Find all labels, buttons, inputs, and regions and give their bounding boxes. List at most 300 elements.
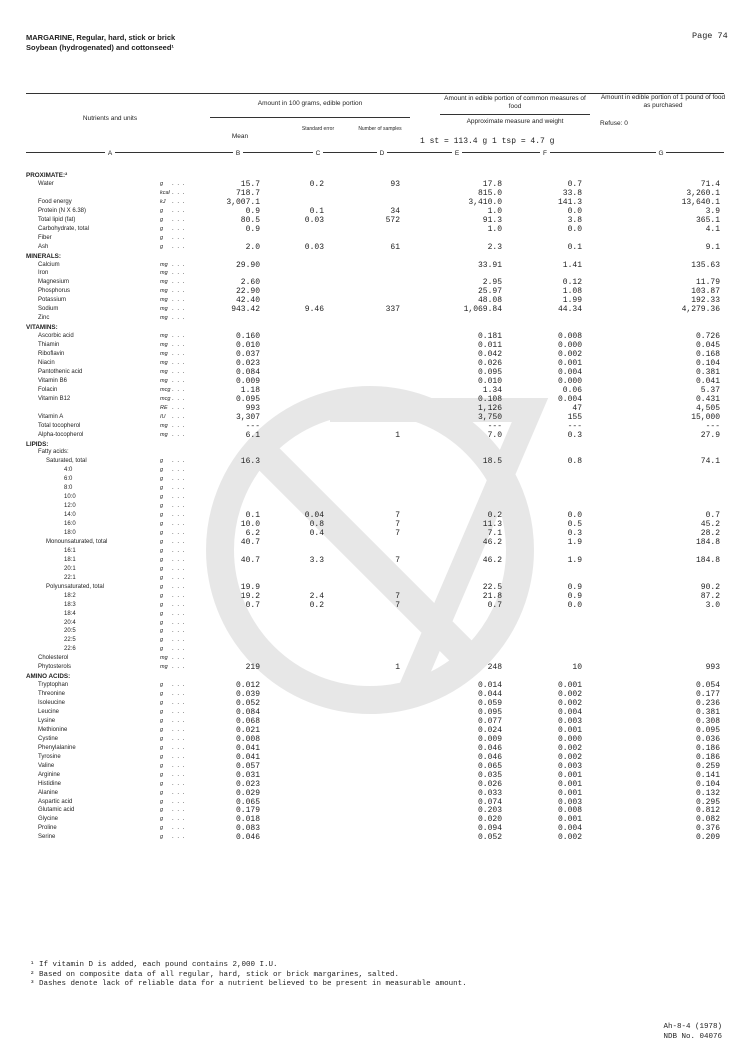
value-mean: 15.7 <box>240 179 260 189</box>
leader-dots: . . . <box>172 315 186 322</box>
unit-label: g <box>160 494 164 501</box>
col-letter-e: E <box>452 150 462 158</box>
value-n-samples: 7 <box>395 520 400 530</box>
value-common-measure: 0.014 <box>477 681 502 691</box>
nutrient-label: Total tocopherol <box>38 422 81 429</box>
table-row <box>0 627 748 636</box>
value-std-error: 0.8 <box>309 520 324 530</box>
value-std-error: 0.03 <box>304 215 324 225</box>
unit-label: g <box>160 619 164 626</box>
value-per-pound: 0.381 <box>695 708 720 717</box>
value-mean: 0.041 <box>235 752 260 762</box>
leader-dots: . . . <box>172 458 186 465</box>
value-per-pound: 0.082 <box>695 815 720 825</box>
unit-label: mg <box>160 422 168 429</box>
value-mean: 718.7 <box>235 188 260 198</box>
nutrient-label: Polyunsaturated, total <box>46 583 105 590</box>
unit-label: g <box>160 691 164 698</box>
table-row <box>0 493 748 502</box>
value-per-pound: 0.209 <box>695 833 720 843</box>
value-common-measure: 0.052 <box>477 833 502 843</box>
header-standard-error: Standard error <box>301 126 335 132</box>
leader-dots: . . . <box>172 592 186 599</box>
nutrient-label: MINERALS: <box>26 252 61 260</box>
value-common-measure: 0.044 <box>477 690 502 700</box>
unit-label: g <box>160 610 164 617</box>
footer-ndb-number: NDB No. 04076 <box>663 1033 722 1041</box>
table-row <box>0 475 748 484</box>
table-row <box>0 296 748 305</box>
value-n-samples: 572 <box>385 215 400 225</box>
value-mean: 993 <box>245 403 260 413</box>
table-row <box>0 377 748 386</box>
value-tsp-measure: 0.004 <box>557 367 582 377</box>
nutrient-label: 8:0 <box>64 485 73 492</box>
leader-dots: . . . <box>172 682 186 689</box>
value-common-measure: 0.011 <box>477 341 502 351</box>
table-row <box>0 815 748 824</box>
value-n-samples: 337 <box>385 305 400 315</box>
value-per-pound: 71.4 <box>700 179 720 189</box>
leader-dots: . . . <box>172 377 186 384</box>
value-per-pound: 0.726 <box>695 332 720 342</box>
value-n-samples: 7 <box>395 555 400 565</box>
table-row <box>0 789 748 798</box>
value-n-samples: 61 <box>390 242 400 252</box>
value-tsp-measure: 0.1 <box>567 242 582 252</box>
value-mean: 0.9 <box>245 206 260 216</box>
value-per-pound: 4,279.36 <box>681 305 720 315</box>
nutrient-label: Fiber <box>38 234 52 241</box>
value-n-samples: 1 <box>395 663 400 673</box>
leader-dots: . . . <box>172 726 186 733</box>
value-tsp-measure: 0.001 <box>557 725 582 735</box>
value-n-samples: 7 <box>395 600 400 610</box>
unit-label: mg <box>160 431 168 438</box>
table-row <box>0 278 748 287</box>
leader-dots: . . . <box>172 431 186 438</box>
value-per-pound: 0.381 <box>695 367 720 377</box>
header-measure-weights: 1 st = 113.4 g 1 tsp = 4.7 g <box>420 137 555 146</box>
nutrient-label: Tryptophan <box>38 682 69 689</box>
leader-dots: . . . <box>172 735 186 742</box>
value-common-measure: 0.009 <box>477 734 502 744</box>
value-mean: 0.031 <box>235 770 260 780</box>
nutrient-label: 16:0 <box>64 521 76 528</box>
table-row <box>0 601 748 610</box>
nutrient-label: Folacin <box>38 386 58 393</box>
leader-dots: . . . <box>172 243 186 250</box>
value-per-pound: 3.9 <box>705 206 720 216</box>
unit-label: g <box>160 807 164 814</box>
leader-dots: . . . <box>172 521 186 528</box>
table-row <box>0 726 748 735</box>
value-mean: 0.018 <box>235 815 260 825</box>
value-common-measure: 1.0 <box>487 206 502 216</box>
nutrient-label: 18:3 <box>64 601 76 608</box>
col-letter-b: B <box>233 150 243 158</box>
nutrient-label: Phosphorus <box>38 288 71 295</box>
value-common-measure: 33.91 <box>477 260 502 270</box>
unit-label: g <box>160 583 164 590</box>
leader-dots: . . . <box>172 180 186 187</box>
value-per-pound: 0.295 <box>695 797 720 807</box>
nutrient-label: 14:0 <box>64 512 76 519</box>
value-common-measure: 0.065 <box>477 761 502 771</box>
value-per-pound: 103.87 <box>691 287 720 297</box>
leader-dots: . . . <box>172 771 186 778</box>
nutrient-label: Glycine <box>38 816 59 823</box>
unit-label: mg <box>160 270 168 277</box>
unit-label: mg <box>160 351 168 357</box>
table-row <box>0 798 748 807</box>
value-n-samples: 1 <box>395 430 400 440</box>
value-common-measure: 3,410.0 <box>468 197 502 207</box>
value-per-pound: 0.177 <box>695 690 720 700</box>
nutrient-label: Saturated, total <box>46 458 87 465</box>
table-row <box>0 350 748 359</box>
nutrient-label: 12:0 <box>64 503 76 510</box>
value-common-measure: 0.059 <box>477 699 502 709</box>
unit-label: g <box>160 512 164 519</box>
leader-dots: . . . <box>172 333 186 340</box>
value-tsp-measure: 0.002 <box>557 699 582 709</box>
header-common-measures: Amount in edible portion of common measures of food <box>444 95 586 110</box>
value-tsp-measure: --- <box>567 421 582 431</box>
value-tsp-measure: 0.001 <box>557 788 582 798</box>
value-mean: 19.9 <box>240 582 260 592</box>
value-mean: 0.037 <box>235 350 260 359</box>
nutrient-label: Sodium <box>38 306 59 313</box>
nutrient-label: Pantothenic acid <box>38 368 83 375</box>
value-per-pound: 0.308 <box>695 716 720 726</box>
table-row <box>0 261 748 270</box>
unit-label: g <box>160 780 164 787</box>
leader-dots: . . . <box>172 610 186 617</box>
nutrient-label: 20:4 <box>64 619 76 626</box>
nutrient-label: Alpha-tocopherol <box>38 431 84 438</box>
leader-dots: . . . <box>172 485 186 492</box>
leader-dots: . . . <box>172 601 186 608</box>
table-row <box>0 511 748 520</box>
nutrient-label: Isoleucine <box>38 700 66 707</box>
value-common-measure: 0.108 <box>477 394 502 404</box>
table-row <box>0 180 748 189</box>
nutrient-label: 4:0 <box>64 467 73 474</box>
value-mean: 0.160 <box>235 332 260 342</box>
header-rule-100g <box>210 117 410 118</box>
table-row <box>0 269 748 278</box>
table-row <box>0 699 748 708</box>
unit-label: mg <box>160 333 168 340</box>
value-tsp-measure: 0.12 <box>562 278 582 288</box>
value-per-pound: 0.104 <box>695 358 720 368</box>
unit-label: g <box>160 243 164 250</box>
value-std-error: 0.03 <box>304 242 324 252</box>
table-row <box>0 583 748 592</box>
table-row <box>0 645 748 654</box>
table-row <box>0 305 748 314</box>
leader-dots: . . . <box>172 538 186 545</box>
value-common-measure: 815.0 <box>477 188 502 198</box>
col-letter-a: A <box>105 150 115 158</box>
nutrient-label: Total lipid (fat) <box>38 216 76 223</box>
unit-label: g <box>160 646 164 653</box>
value-tsp-measure: 0.003 <box>557 797 582 807</box>
value-tsp-measure: 0.002 <box>557 752 582 762</box>
leader-dots: . . . <box>172 556 186 563</box>
value-common-measure: 0.033 <box>477 788 502 798</box>
leader-dots: . . . <box>172 655 186 662</box>
value-tsp-measure: 0.003 <box>557 716 582 726</box>
table-row <box>0 753 748 762</box>
value-per-pound: 11.79 <box>695 278 720 288</box>
value-per-pound: 0.376 <box>695 824 720 834</box>
leader-dots: . . . <box>172 386 186 393</box>
table-row <box>0 287 748 296</box>
value-std-error: 0.2 <box>309 600 324 610</box>
value-mean: 29.90 <box>235 260 260 270</box>
leader-dots: . . . <box>172 780 186 787</box>
nutrient-label: 20:5 <box>64 628 76 635</box>
nutrient-label: Zinc <box>38 315 50 322</box>
table-row <box>0 708 748 717</box>
value-per-pound: 0.041 <box>695 376 720 386</box>
nutrient-label: 16:1 <box>64 547 76 554</box>
value-per-pound: 27.9 <box>700 430 720 440</box>
unit-label: g <box>160 538 164 545</box>
leader-dots: . . . <box>172 270 186 277</box>
value-per-pound: 0.104 <box>695 779 720 789</box>
unit-label: g <box>160 816 164 823</box>
value-common-measure: 0.2 <box>487 511 502 521</box>
value-per-pound: 184.8 <box>695 537 720 547</box>
unit-label: mg <box>160 359 168 366</box>
value-per-pound: 4.1 <box>705 224 720 234</box>
table-row <box>0 189 748 198</box>
leader-dots: . . . <box>172 700 186 707</box>
value-common-measure: 1,069.84 <box>463 305 502 315</box>
unit-label: mg <box>160 664 168 671</box>
leader-dots: . . . <box>172 691 186 698</box>
leader-dots: . . . <box>172 619 186 626</box>
leader-dots: . . . <box>172 261 186 268</box>
table-row <box>0 538 748 547</box>
unit-label: g <box>160 485 164 492</box>
value-mean: 0.023 <box>235 358 260 368</box>
table-row <box>0 771 748 780</box>
table-row <box>0 359 748 368</box>
value-per-pound: 0.141 <box>695 770 720 780</box>
table-row <box>0 574 748 583</box>
value-mean: 19.2 <box>240 591 260 601</box>
value-common-measure: 0.046 <box>477 743 502 753</box>
leader-dots: . . . <box>172 476 186 483</box>
unit-label: g <box>160 735 164 742</box>
nutrient-label: Calcium <box>38 261 60 268</box>
unit-label: g <box>160 592 164 599</box>
unit-label: g <box>160 216 164 223</box>
nutrient-label: Glutamic acid <box>38 807 75 814</box>
unit-label: g <box>160 530 164 536</box>
nutrient-label: 6:0 <box>64 476 73 483</box>
nutrient-label: LIPIDS: <box>26 440 49 448</box>
value-tsp-measure: 0.5 <box>567 520 582 530</box>
table-row <box>0 457 748 466</box>
leader-dots: . . . <box>172 637 186 644</box>
value-tsp-measure: 1.9 <box>567 555 582 565</box>
value-common-measure: 2.95 <box>482 278 502 288</box>
table-row <box>0 610 748 619</box>
leader-dots: . . . <box>172 279 186 286</box>
value-mean: 0.021 <box>235 725 260 735</box>
value-tsp-measure: 141.3 <box>557 197 582 207</box>
value-tsp-measure: 0.001 <box>557 358 582 368</box>
value-n-samples: 7 <box>395 529 400 538</box>
table-row <box>0 484 748 493</box>
value-per-pound: 192.33 <box>691 296 720 306</box>
nutrient-label: Tyrosine <box>38 753 61 760</box>
table-row <box>0 762 748 771</box>
unit-label: g <box>160 521 164 528</box>
leader-dots: . . . <box>172 225 186 232</box>
leader-dots: . . . <box>172 234 186 241</box>
nutrient-label: Ash <box>38 243 49 250</box>
unit-label: mg <box>160 655 168 662</box>
value-tsp-measure: 0.004 <box>557 824 582 834</box>
value-mean: 42.40 <box>235 296 260 306</box>
value-per-pound: 15,000 <box>691 412 720 422</box>
value-mean: 3,007.1 <box>226 197 260 207</box>
table-row <box>0 780 748 789</box>
value-tsp-measure: 0.003 <box>557 761 582 771</box>
value-common-measure: 0.094 <box>477 824 502 834</box>
leader-dots: . . . <box>172 512 186 519</box>
value-common-measure: 0.077 <box>477 716 502 726</box>
value-common-measure: 21.8 <box>482 591 502 601</box>
table-row <box>0 198 748 207</box>
nutrient-label: Leucine <box>38 709 60 715</box>
nutrient-label: Vitamin B6 <box>38 377 67 384</box>
value-per-pound: 28.2 <box>700 529 720 538</box>
unit-label: kJ <box>160 198 166 205</box>
value-mean: 219 <box>245 663 260 673</box>
value-common-measure: 18.5 <box>482 457 502 467</box>
table-row <box>0 216 748 225</box>
unit-label: g <box>160 556 164 563</box>
table-row <box>0 654 748 663</box>
unit-label: g <box>160 476 164 483</box>
value-mean: 0.008 <box>235 734 260 744</box>
leader-dots: . . . <box>172 422 186 429</box>
value-common-measure: 17.8 <box>482 179 502 189</box>
value-common-measure: 3,750 <box>477 412 502 422</box>
table-row <box>0 466 748 475</box>
value-tsp-measure: 0.002 <box>557 743 582 753</box>
nutrient-label: Fatty acids: <box>38 449 69 456</box>
unit-label: g <box>160 565 164 572</box>
value-mean: 22.90 <box>235 287 260 297</box>
leader-dots: . . . <box>172 628 186 635</box>
leader-dots: . . . <box>172 189 186 196</box>
nutrient-label: Niacin <box>38 359 55 366</box>
value-per-pound: 90.2 <box>700 582 720 592</box>
table-row <box>0 592 748 601</box>
nutrient-label: 18:0 <box>64 530 76 536</box>
table-row <box>0 735 748 744</box>
nutrient-label: Thiamin <box>38 342 60 349</box>
table-row <box>0 314 748 323</box>
table-row <box>0 547 748 556</box>
value-common-measure: 0.181 <box>477 332 502 342</box>
leader-dots: . . . <box>172 368 186 375</box>
nutrient-label: Magnesium <box>38 279 70 286</box>
value-tsp-measure: 1.9 <box>567 537 582 547</box>
unit-label: g <box>160 628 164 635</box>
nutrient-label: Potassium <box>38 297 67 304</box>
value-common-measure: 7.1 <box>487 529 502 538</box>
value-mean: 0.068 <box>235 716 260 726</box>
value-mean: 0.029 <box>235 788 260 798</box>
footnote-2: ² Based on composite data of all regular, hard, stick or brick margarines, salted. <box>30 970 400 979</box>
table-row <box>0 672 748 681</box>
value-mean: 40.7 <box>240 537 260 547</box>
table-row <box>0 636 748 645</box>
value-mean: 0.9 <box>245 224 260 234</box>
value-common-measure: 0.074 <box>477 797 502 807</box>
value-tsp-measure: 10 <box>572 663 582 673</box>
table-row <box>0 225 748 234</box>
value-std-error: 3.3 <box>309 555 324 565</box>
unit-label: mg <box>160 377 168 384</box>
value-common-measure: 1.34 <box>482 385 502 395</box>
value-tsp-measure: 1.41 <box>562 260 582 270</box>
footer-reference <box>663 1022 722 1042</box>
value-tsp-measure: 47 <box>572 403 582 413</box>
value-tsp-measure: 0.004 <box>557 708 582 717</box>
header-rule-bottom <box>26 152 724 153</box>
value-tsp-measure: 0.0 <box>567 511 582 521</box>
value-tsp-measure: 0.06 <box>562 385 582 395</box>
leader-dots: . . . <box>172 530 186 536</box>
table-row <box>0 368 748 377</box>
leader-dots: . . . <box>172 467 186 474</box>
unit-label: g <box>160 726 164 733</box>
table-row <box>0 717 748 726</box>
value-mean: 6.2 <box>245 529 260 538</box>
leader-dots: . . . <box>172 717 186 724</box>
value-mean: 0.065 <box>235 797 260 807</box>
table-row <box>0 395 748 404</box>
value-common-measure: 7.0 <box>487 430 502 440</box>
value-common-measure: 0.095 <box>477 708 502 717</box>
value-common-measure: 1,126 <box>477 403 502 413</box>
leader-dots: . . . <box>172 744 186 751</box>
document-title <box>26 33 175 53</box>
value-per-pound: 0.236 <box>695 699 720 709</box>
table-row <box>0 404 748 413</box>
value-mean: 0.009 <box>235 376 260 386</box>
value-per-pound: 74.1 <box>700 457 720 467</box>
nutrient-label: Aspartic acid <box>38 798 73 805</box>
leader-dots: . . . <box>172 494 186 501</box>
value-per-pound: 13,640.1 <box>681 197 720 207</box>
value-common-measure: 0.035 <box>477 770 502 780</box>
unit-label: g <box>160 709 164 715</box>
unit-label: mg <box>160 368 168 375</box>
nutrient-label: 22:6 <box>64 646 76 653</box>
table-row <box>0 502 748 511</box>
